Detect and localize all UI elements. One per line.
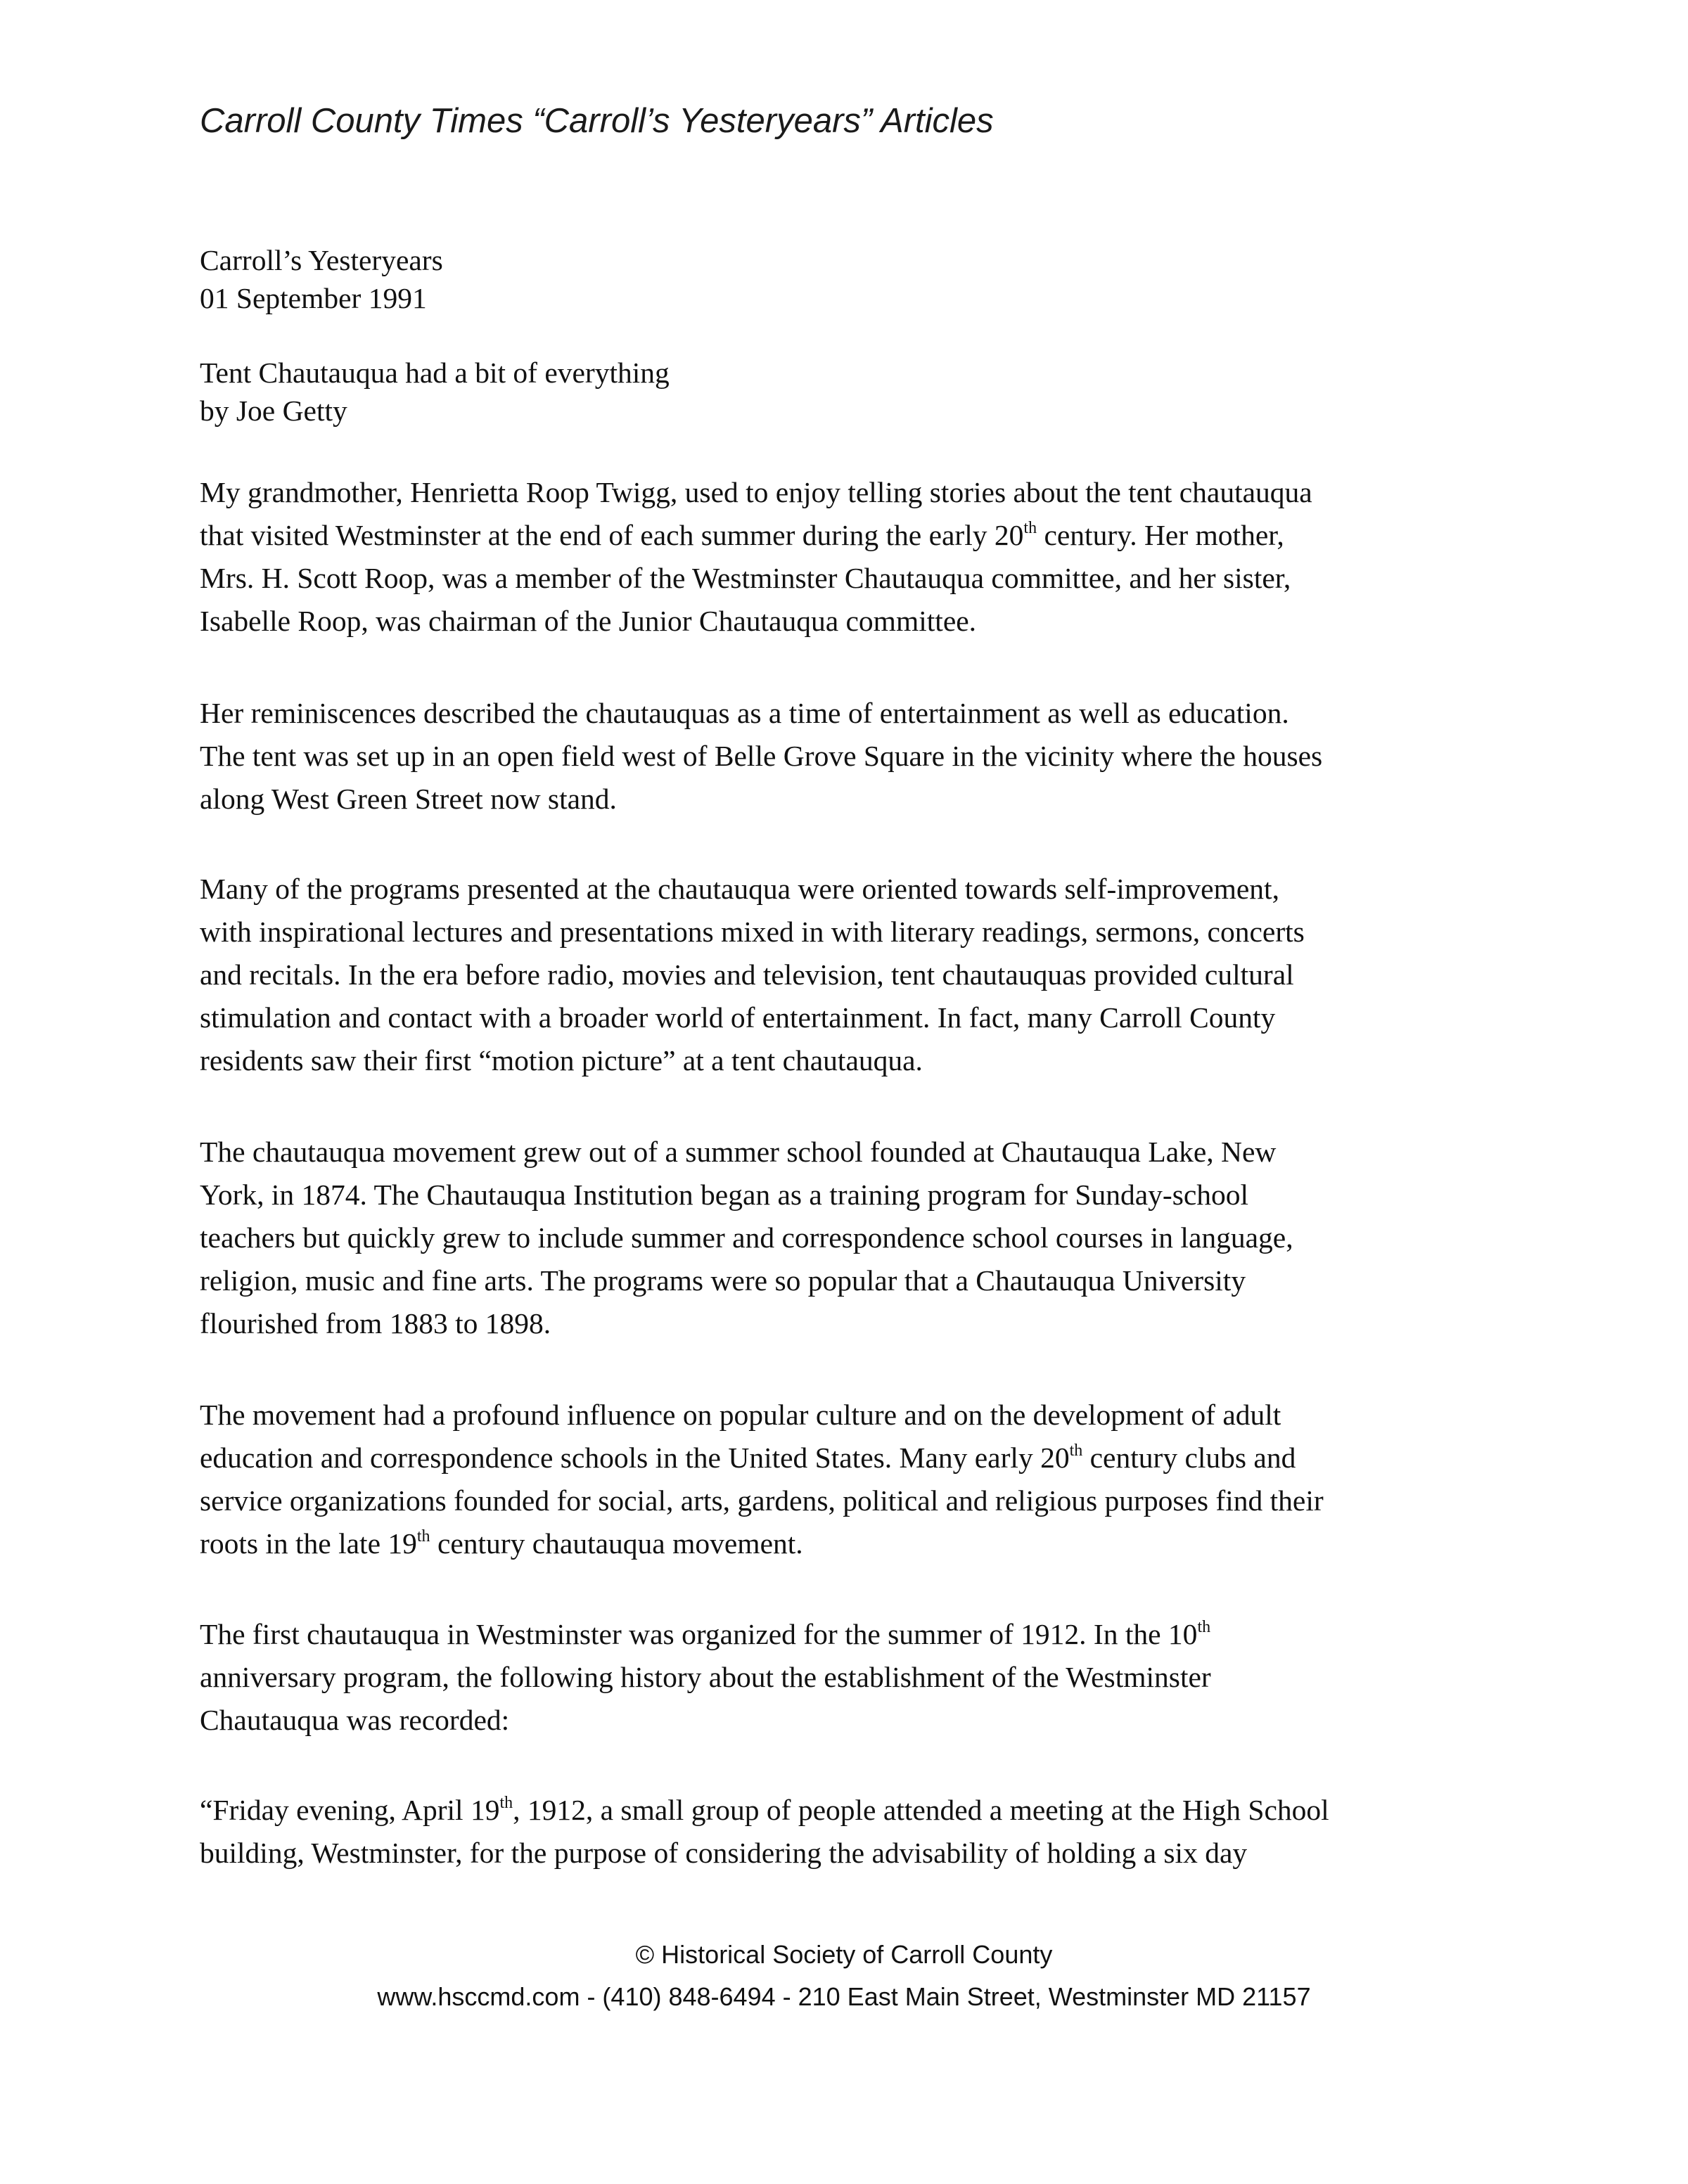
page-footer [0,1934,1688,2018]
paragraph-line: York, in 1874. The Chautauqua Institution began as a training program for Sunday-school [200,1178,1249,1211]
paragraph-1 [200,471,1508,643]
paragraph-line: religion, music and fine arts. The programs were so popular that a Chautauqua University [200,1264,1246,1297]
paragraph-line: along West Green Street now stand. [200,783,617,815]
paragraph-line: “Friday evening, April 19th, 1912, a small group of people attended a meeting at the High School [200,1794,1329,1826]
paragraph-2 [200,692,1508,821]
paragraph-line: education and correspondence schools in the United States. Many early 20th century clubs and [200,1441,1296,1474]
paragraph-line: that visited Westminster at the end of each summer during the early 20th century. Her mother, [200,519,1284,551]
paragraph-line: roots in the late 19th century chautauqua movement. [200,1527,803,1560]
paragraph-line: The first chautauqua in Westminster was organized for the summer of 1912. In the 10th [200,1618,1211,1650]
paragraph-3 [200,868,1508,1082]
running-header: Carroll County Times “Carroll’s Yesteryears” Articles [200,102,994,140]
footer-contact: www.hsccmd.com - (410) 848-6494 - 210 East Main Street, Westminster MD 21157 [377,1982,1311,2011]
paragraph-line: with inspirational lectures and presentations mixed in with literary readings, sermons, concerts [200,916,1305,948]
paragraph-line: My grandmother, Henrietta Roop Twigg, used to enjoy telling stories about the tent chautauqua [200,476,1312,508]
paragraph-line: The movement had a profound influence on popular culture and on the development of adult [200,1399,1281,1431]
paragraph-line: Isabelle Roop, was chairman of the Junior Chautauqua committee. [200,605,977,637]
article-heading [200,352,1508,432]
article-meta [200,239,1508,320]
paragraph-line: The chautauqua movement grew out of a summer school founded at Chautauqua Lake, New [200,1136,1277,1168]
paragraph-line: service organizations founded for social, arts, gardens, political and religious purposes find their [200,1484,1324,1517]
paragraph-line: anniversary program, the following history about the establishment of the Westminster [200,1661,1211,1693]
paragraph-line: and recitals. In the era before radio, movies and television, tent chautauquas provided cultural [200,958,1294,991]
footer-copyright: © Historical Society of Carroll County [635,1940,1053,1969]
paragraph-line: Her reminiscences described the chautauquas as a time of entertainment as well as education. [200,697,1289,729]
paragraph-4 [200,1131,1508,1345]
paragraph-line: The tent was set up in an open field west of Belle Grove Square in the vicinity where the houses [200,740,1323,772]
paragraph-line: Mrs. H. Scott Roop, was a member of the Westminster Chautauqua committee, and her sister, [200,562,1291,594]
paragraph-6 [200,1613,1508,1742]
paragraph-line: teachers but quickly grew to include summer and correspondence school courses in language, [200,1221,1293,1254]
paragraph-line: Chautauqua was recorded: [200,1704,510,1736]
paragraph-line: stimulation and contact with a broader world of entertainment. In fact, many Carroll County [200,1001,1276,1034]
paragraph-5 [200,1394,1508,1565]
paragraph-7 [200,1789,1508,1875]
paragraph-line: building, Westminster, for the purpose of considering the advisability of holding a six day [200,1837,1248,1869]
byline: by Joe Getty [200,394,347,427]
headline: Tent Chautauqua had a bit of everything [200,356,670,389]
column-name: Carroll’s Yesteryears [200,244,443,276]
paragraph-line: residents saw their first “motion picture” at a tent chautauqua. [200,1044,923,1077]
paragraph-line: flourished from 1883 to 1898. [200,1307,551,1340]
article-date: 01 September 1991 [200,282,427,314]
paragraph-line: Many of the programs presented at the chautauqua were oriented towards self-improvement, [200,873,1279,905]
